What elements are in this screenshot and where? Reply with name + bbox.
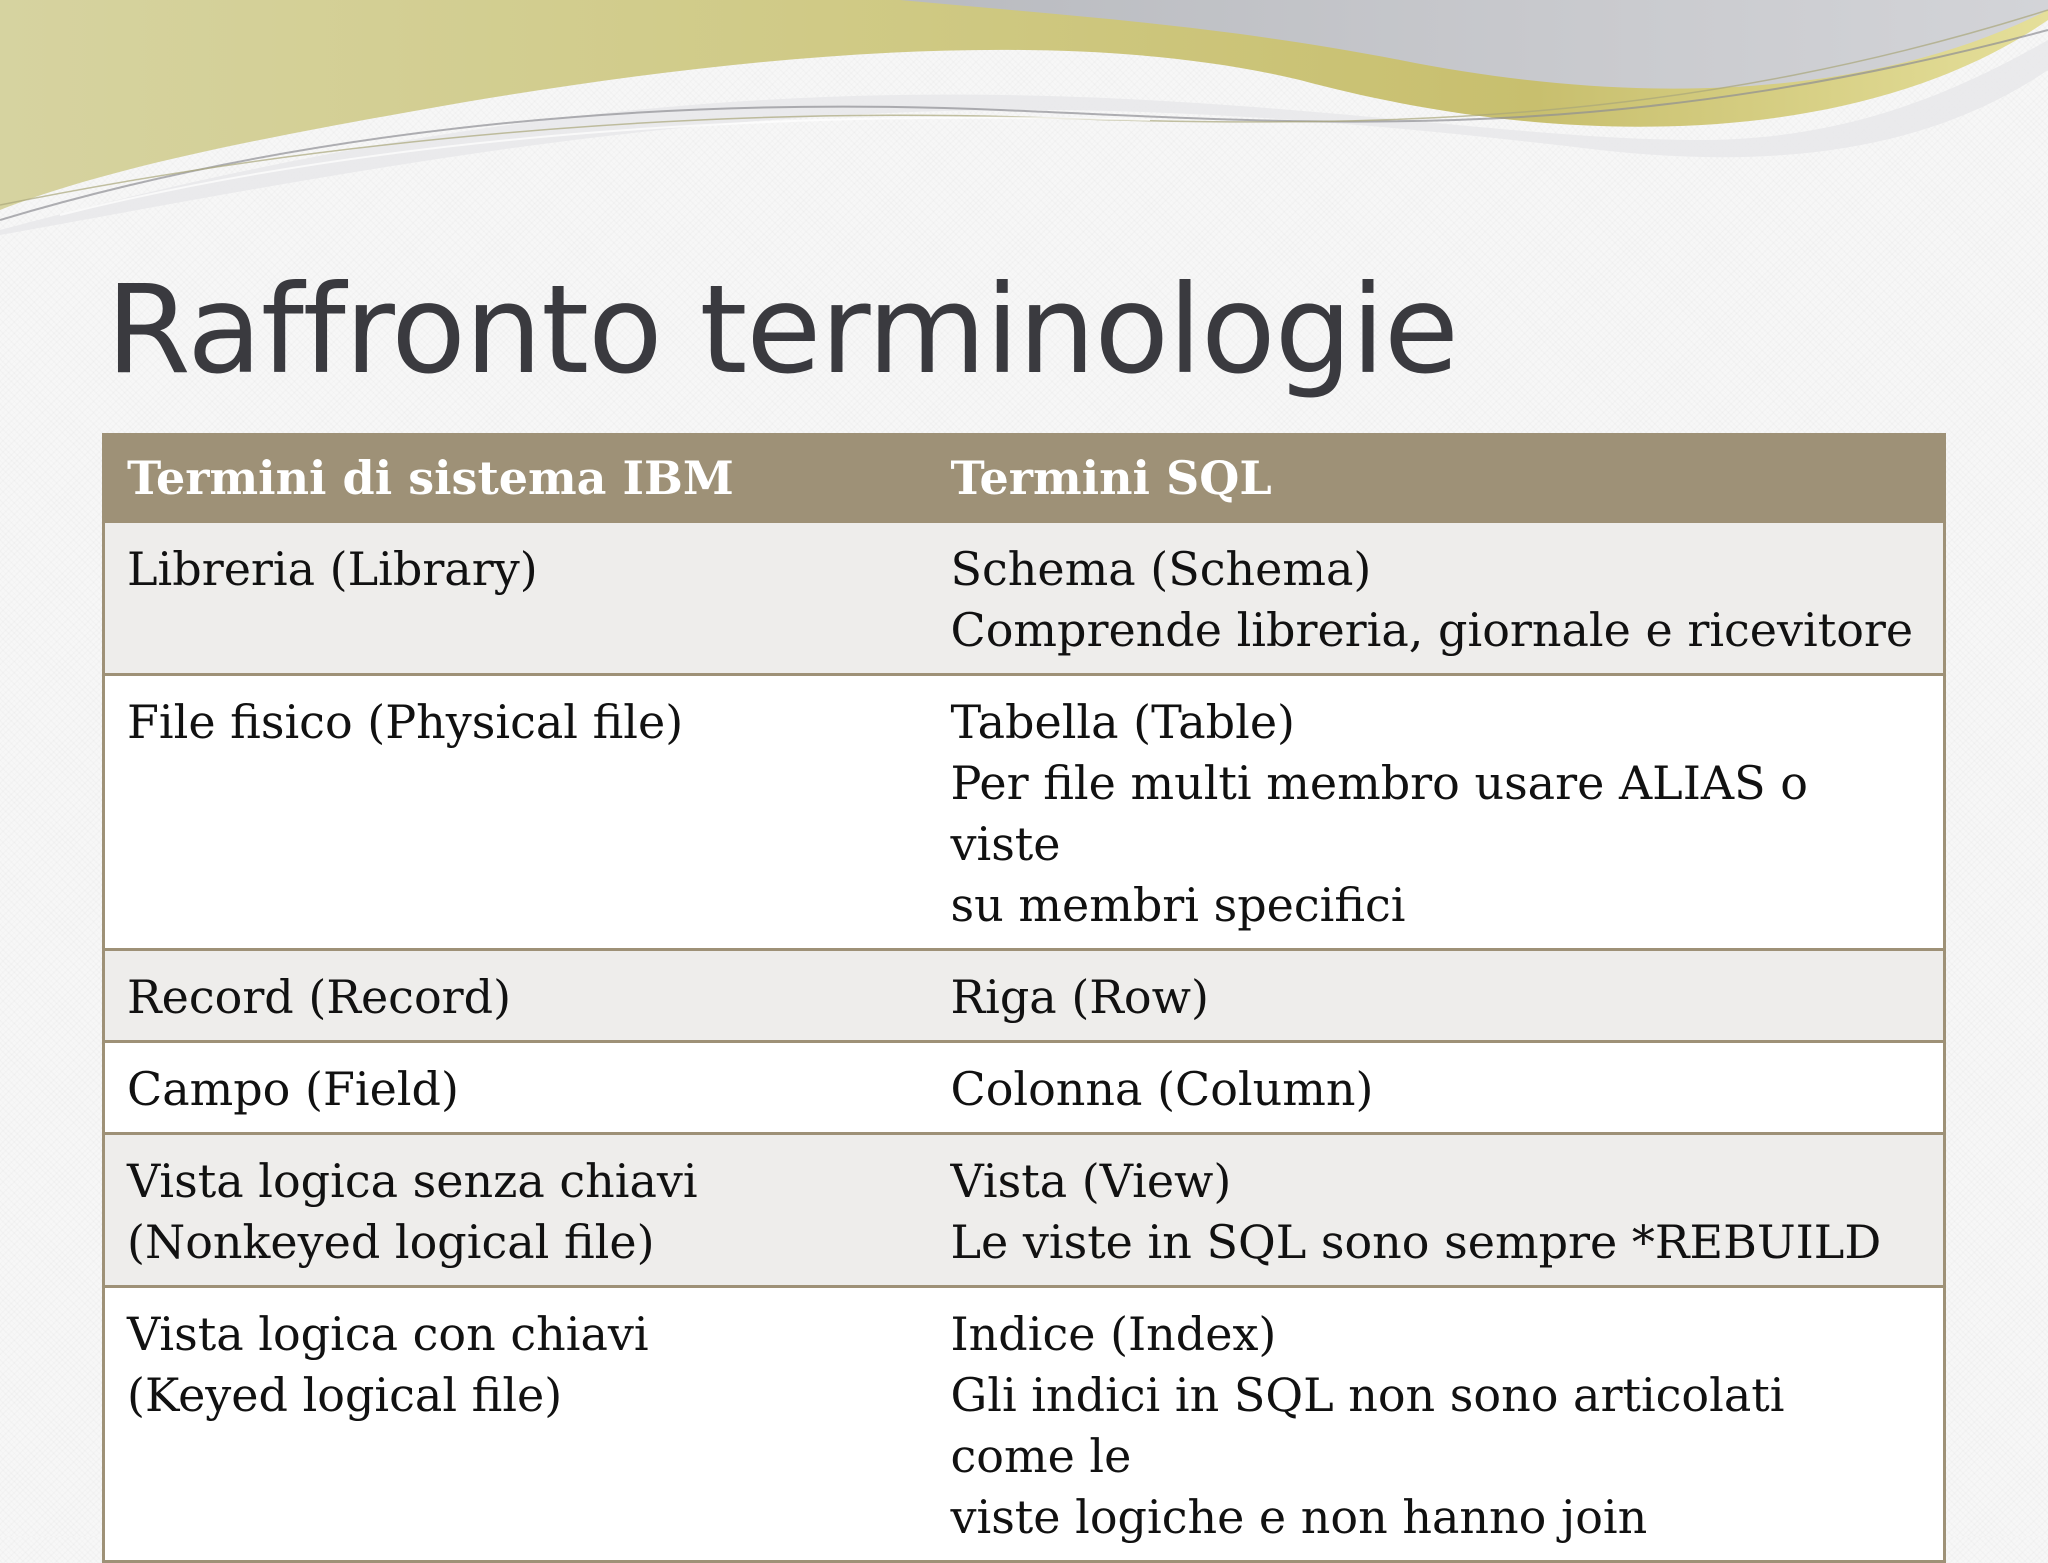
ibm-term-line: Vista logica con chiavi (127, 1307, 649, 1361)
table-header-row (104, 435, 1945, 522)
sql-term-line: Vista (View) (950, 1154, 1232, 1208)
sql-term-note: Per file multi membro usare ALIAS o viste (950, 756, 1808, 871)
sql-term-line: Indice (Index) (950, 1307, 1277, 1361)
sql-term-note: su membri specifici (950, 878, 1406, 932)
sql-term-cell (929, 1134, 1945, 1287)
ibm-term-line: Campo (Field) (127, 1062, 459, 1116)
ibm-term-line: File fisico (Physical file) (127, 695, 684, 749)
ibm-term-line: Vista logica senza chiavi (127, 1154, 698, 1208)
ibm-term-line: (Keyed logical file) (127, 1368, 563, 1422)
ibm-term-cell (104, 1134, 929, 1287)
ibm-term-line: (Nonkeyed logical file) (127, 1215, 655, 1269)
table-row (104, 522, 1945, 675)
terminology-table (102, 433, 1946, 1563)
ibm-term-cell (104, 950, 929, 1042)
sql-term-line: Tabella (Table) (950, 695, 1295, 749)
sql-term-cell (929, 950, 1945, 1042)
sql-term-cell (929, 522, 1945, 675)
sql-term-note: Le viste in SQL sono sempre *REBUILD (950, 1215, 1882, 1269)
ibm-term-cell (104, 1042, 929, 1134)
ibm-term-cell (104, 1287, 929, 1562)
sql-term-cell (929, 1042, 1945, 1134)
ibm-term-cell (104, 522, 929, 675)
table-row (104, 675, 1945, 950)
slide-title: Raffronto terminologie (106, 259, 1458, 401)
sql-term-note: Comprende libreria, giornale e ricevitore (950, 603, 1914, 657)
ibm-term-line: Record (Record) (127, 970, 512, 1024)
table-row (104, 1287, 1945, 1562)
sql-term-note: viste logiche e non hanno join (950, 1490, 1648, 1544)
sql-term-line: Schema (Schema) (950, 542, 1372, 596)
sql-term-cell (929, 1287, 1945, 1562)
column-header-sql: Termini SQL (929, 435, 1945, 522)
sql-term-line: Colonna (Column) (950, 1062, 1374, 1116)
table-row (104, 1042, 1945, 1134)
column-header-ibm: Termini di sistema IBM (104, 435, 929, 522)
table-row (104, 1134, 1945, 1287)
sql-term-line: Riga (Row) (950, 970, 1209, 1024)
ibm-term-line: Libreria (Library) (127, 542, 538, 596)
ibm-term-cell (104, 675, 929, 950)
sql-term-note: Gli indici in SQL non sono articolati come le (950, 1368, 1785, 1483)
table-row (104, 950, 1945, 1042)
sql-term-cell (929, 675, 1945, 950)
decorative-header-swoosh (0, 0, 2048, 240)
